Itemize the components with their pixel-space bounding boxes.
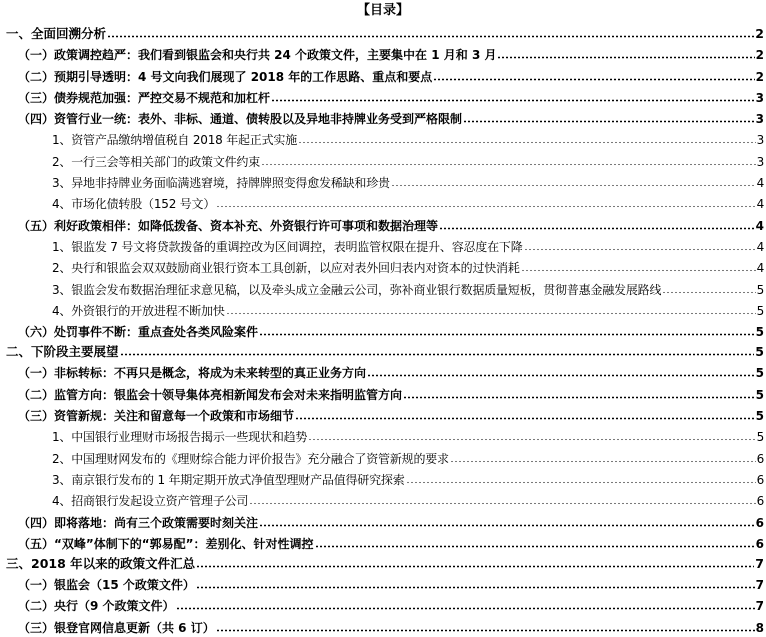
toc-title: 【目录】 (356, 3, 409, 18)
dot-leader (259, 333, 755, 336)
dot-leader (176, 607, 755, 610)
toc-entry-level-1[interactable] (0, 23, 766, 43)
toc-entry-page-number: 5 (756, 303, 764, 318)
toc-entry-level-2[interactable] (0, 573, 766, 594)
dot-leader (367, 374, 755, 377)
toc-entry-page-number: 7 (755, 599, 764, 614)
dot-leader (216, 205, 755, 208)
toc-entry-text: （二）监管方向：银监会十领导集体亮相新闻发布会对未来指明监管方向 (18, 387, 403, 402)
dot-leader (450, 460, 756, 463)
toc-entry-page-number: 4 (755, 218, 764, 233)
dot-leader (216, 629, 755, 632)
toc-entry-page-number: 2 (755, 26, 764, 41)
toc-entry-text: （五）利好政策相伴：如降低拨备、资本补充、外资银行许可事项和数据治理等 (18, 218, 439, 233)
toc-entry-level-2[interactable] (0, 594, 766, 615)
dot-leader (196, 586, 755, 589)
dot-leader (226, 312, 756, 315)
dot-leader (261, 163, 756, 166)
toc-entry-page-number: 5 (756, 282, 764, 297)
toc-entry-page-number: 3 (756, 133, 764, 148)
dot-leader (120, 353, 755, 356)
toc-entry-page-number: 6 (755, 515, 764, 530)
toc-entry-text: 2、央行和银监会双双鼓励商业银行资本工具创新，以应对表外回归表内对资本的过快消耗 (52, 261, 520, 276)
toc-entry-text: 3、异地非持牌业务面临满逃窘境，持牌牌照变得愈发稀缺和珍贵 (52, 176, 390, 191)
toc-entry-text: （三）资管新规：关注和留意每一个政策和市场细节 (18, 409, 295, 424)
toc-entry-level-2[interactable] (0, 320, 766, 341)
toc-entry-text: 3、银监会发布数据治理征求意见稿，以及牵头成立金融云公司，弥补商业银行数据质量短板，贯彻普惠金融发展路线 (52, 282, 662, 297)
toc-entry-page-number: 2 (755, 69, 764, 84)
toc-entry-page-number: 5 (755, 325, 764, 340)
toc-entry-text: 1、资管产品缴纳增值税自 2018 年起正式实施 (52, 133, 298, 148)
toc-entry-level-2[interactable] (0, 404, 766, 425)
toc-entry-level-3[interactable] (0, 446, 766, 467)
dot-leader (463, 120, 755, 123)
toc-entry-text: 三、2018 年以来的政策文件汇总 (6, 555, 196, 571)
toc-entry-page-number: 6 (755, 536, 764, 551)
dot-leader (433, 78, 754, 81)
toc-entry-page-number: 4 (756, 261, 764, 276)
toc-entry-page-number: 4 (756, 176, 764, 191)
toc-entry-level-2[interactable] (0, 615, 766, 636)
dot-leader (249, 502, 755, 505)
toc-entry-text: （三）银登官网信息更新（共 6 订） (18, 620, 215, 635)
toc-entry-level-3[interactable] (0, 149, 766, 170)
dot-leader (403, 396, 755, 399)
toc-entry-level-2[interactable] (0, 43, 766, 64)
dot-leader (196, 565, 754, 568)
toc-entry-text: （四）即将落地：尚有三个政策需要时刻关注 (18, 515, 259, 530)
toc-entry-level-2[interactable] (0, 86, 766, 107)
toc-entry-page-number: 3 (755, 90, 764, 105)
toc-entry-page-number: 5 (756, 430, 764, 445)
toc-entry-page-number: 4 (756, 239, 764, 254)
dot-leader (298, 141, 756, 144)
toc-entry-text: （四）资管行业一统：表外、非标、通道、债转股以及异地非持牌业务受到严格限制 (18, 112, 463, 127)
dot-leader (271, 99, 755, 102)
toc-entry-page-number: 2 (755, 48, 764, 63)
toc-entry-level-3[interactable] (0, 468, 766, 489)
toc-entry-page-number: 6 (756, 451, 764, 466)
toc-entry-level-3[interactable] (0, 277, 766, 298)
dot-leader (406, 481, 756, 484)
toc-entry-page-number: 3 (756, 154, 764, 169)
toc-entry-level-3[interactable] (0, 192, 766, 213)
toc-entry-text: 二、下阶段主要展望 (6, 344, 119, 360)
toc-entry-page-number: 7 (755, 578, 764, 593)
toc-entry-text: （一）政策调控趋严：我们看到银监会和央行共 24 个政策文件，主要集中在 1 月和 3 月 (18, 48, 497, 63)
toc-entry-text: 2、中国理财网发布的《理财综合能力评价报告》充分融合了资管新规的要求 (52, 451, 449, 466)
toc-entry-level-3[interactable] (0, 235, 766, 256)
toc-entry-text: 2、一行三会等相关部门的政策文件约束 (52, 154, 261, 169)
toc-entry-text: 4、市场化债转股（152 号文） (52, 197, 216, 212)
toc-entry-text: 1、中国银行业理财市场报告揭示一些现状和趋势 (52, 430, 308, 445)
toc-entry-level-1[interactable] (0, 341, 766, 361)
toc-entry-text: 4、招商银行发起设立资产管理子公司 (52, 494, 249, 509)
toc-entry-text: 1、银监发 7 号文将贷款拨备的重调控改为区间调控，表明监管权限在提升、容忍度在下降 (52, 239, 523, 254)
toc-entry-page-number: 5 (755, 409, 764, 424)
toc-entry-page-number: 5 (755, 344, 764, 360)
toc-entry-page-number: 6 (756, 472, 764, 487)
toc-entry-page-number: 3 (755, 112, 764, 127)
dot-leader (259, 524, 755, 527)
toc-entry-level-2[interactable] (0, 64, 766, 85)
dot-leader (521, 269, 756, 272)
toc-entry-text: 3、南京银行发布的 1 年期定期开放式净值型理财产品值得研究探索 (52, 472, 405, 487)
toc-entry-page-number: 5 (755, 366, 764, 381)
toc-entry-text: （一）银监会（15 个政策文件） (18, 578, 195, 593)
dot-leader (107, 35, 754, 38)
toc-entry-level-3[interactable] (0, 128, 766, 149)
toc-entry-level-2[interactable] (0, 213, 766, 234)
toc-entry-page-number: 6 (756, 494, 764, 509)
toc-entry-text: （六）处罚事件不断：重点查处各类风险案件 (18, 325, 259, 340)
toc-entry-text: （五）“双峰”体制下的“郭易配”：差别化、针对性调控 (18, 536, 314, 551)
dot-leader (295, 417, 755, 420)
toc-entry-page-number: 5 (755, 387, 764, 402)
toc-entry-text: （二）央行（9 个政策文件） (18, 599, 175, 614)
toc-entry-level-2[interactable] (0, 361, 766, 382)
toc-entry-level-1[interactable] (0, 553, 766, 573)
dot-leader (497, 56, 754, 59)
toc-entry-level-3[interactable] (0, 256, 766, 277)
toc-entry-level-2[interactable] (0, 510, 766, 531)
toc-entry-level-3[interactable] (0, 299, 766, 320)
toc-entry-level-3[interactable] (0, 171, 766, 192)
toc-list (0, 23, 766, 637)
toc-entry-level-3[interactable] (0, 489, 766, 510)
toc-entry-level-2[interactable] (0, 107, 766, 128)
toc-entry-level-2[interactable] (0, 532, 766, 553)
dot-leader (662, 291, 755, 294)
toc-entry-level-3[interactable] (0, 425, 766, 446)
toc-entry-text: （一）非标转标：不再只是概念，将成为未来转型的真正业务方向 (18, 366, 367, 381)
dot-leader (391, 184, 756, 187)
toc-entry-page-number: 7 (755, 555, 764, 571)
toc-entry-page-number: 4 (756, 197, 764, 212)
toc-entry-text: （三）债券规范加强：严控交易不规范和加杠杆 (18, 90, 271, 105)
dot-leader (439, 227, 755, 230)
dot-leader (524, 248, 756, 251)
toc-entry-text: 一、全面回溯分析 (6, 26, 107, 41)
toc-entry-page-number: 8 (755, 620, 764, 635)
toc-entry-text: 4、外资银行的开放进程不断加快 (52, 303, 225, 318)
toc-entry-text: （二）预期引导透明：4 号文向我们展现了 2018 年的工作思路、重点和要点 (18, 69, 433, 84)
dot-leader (315, 545, 755, 548)
toc-entry-level-2[interactable] (0, 382, 766, 403)
dot-leader (308, 438, 755, 441)
